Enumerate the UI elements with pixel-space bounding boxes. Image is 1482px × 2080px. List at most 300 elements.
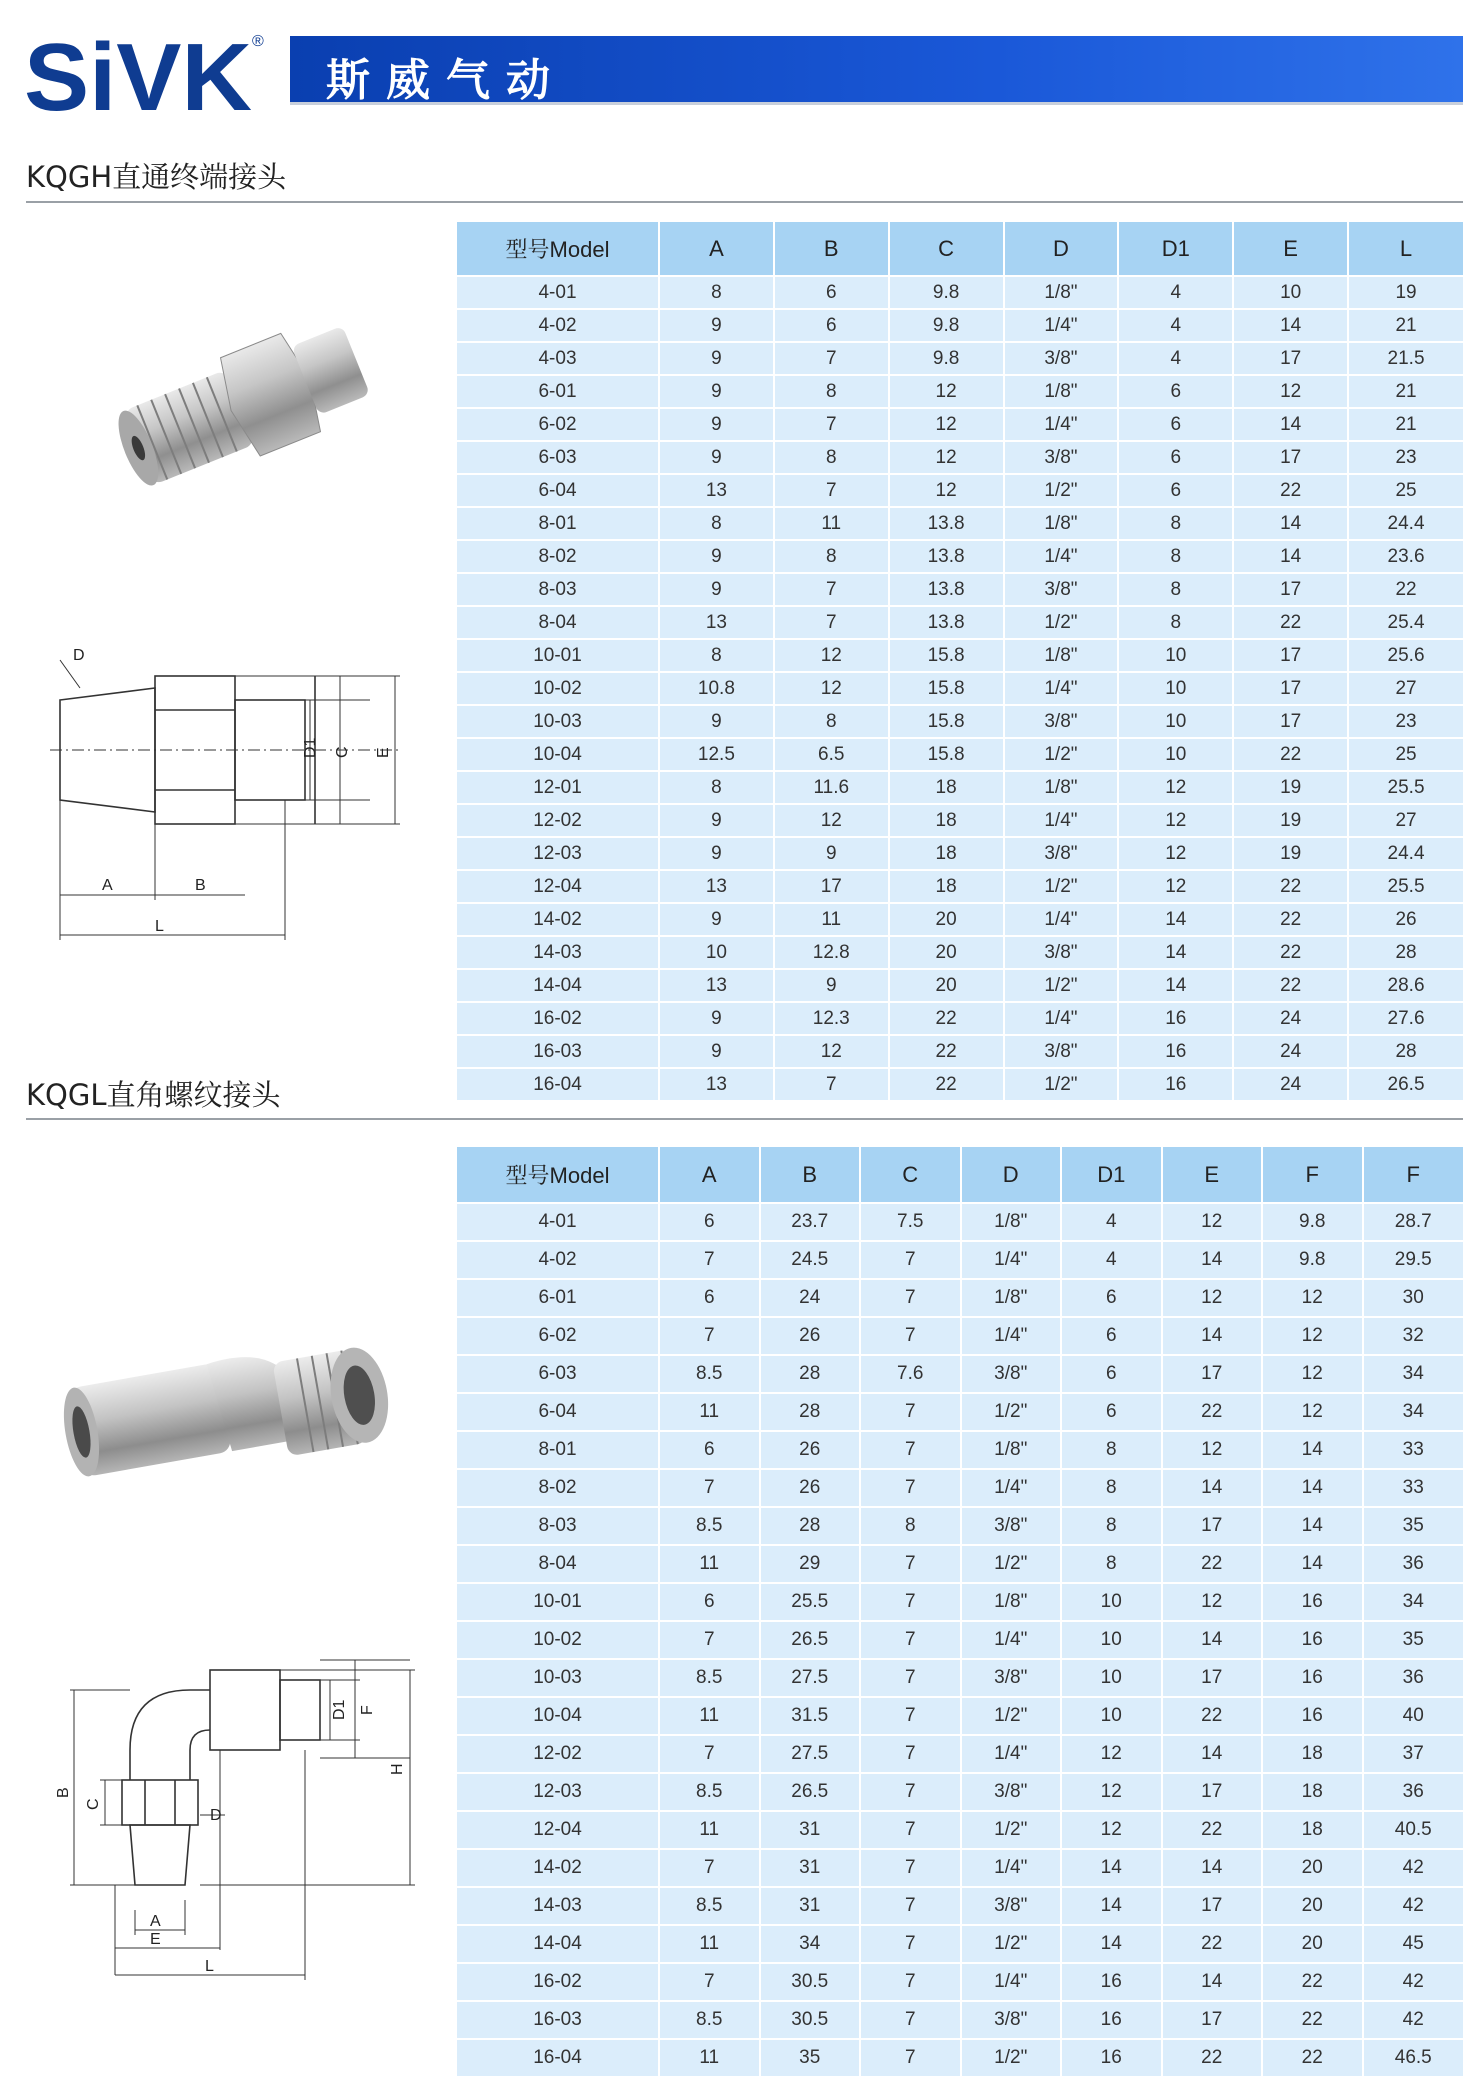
value-cell: 7 [860,1431,961,1469]
value-cell: 24 [1233,1035,1348,1068]
value-cell: 1/4" [1004,1002,1119,1035]
label-l: L [155,918,164,935]
value-cell: 12 [1162,1279,1263,1317]
table-row [457,2039,1463,2076]
value-cell: 17 [1233,672,1348,705]
value-cell: 46.5 [1363,2039,1464,2076]
model-cell: 6-01 [457,1279,659,1317]
table-row [457,870,1463,903]
value-cell: 3/8" [961,1773,1062,1811]
value-cell: 12 [1118,870,1233,903]
value-cell: 22 [1162,1545,1263,1583]
value-cell: 30.5 [760,2001,861,2039]
value-cell: 9.8 [889,342,1004,375]
value-cell: 6 [774,276,889,309]
value-cell: 14 [1162,1621,1263,1659]
model-cell: 8-04 [457,1545,659,1583]
model-cell: 14-04 [457,969,659,1002]
value-cell: 28 [1348,1035,1463,1068]
table-row [457,969,1463,1002]
header-banner [290,36,1463,105]
table-header-row [457,1147,1463,1203]
value-cell: 22 [1262,2001,1363,2039]
model-cell: 4-01 [457,1203,659,1241]
model-cell: 8-01 [457,1431,659,1469]
value-cell: 8 [1061,1431,1162,1469]
table-row [457,1849,1463,1887]
value-cell: 20 [889,969,1004,1002]
value-cell: 12 [774,1035,889,1068]
table-row [457,1002,1463,1035]
value-cell: 11 [774,903,889,936]
value-cell: 24.4 [1348,837,1463,870]
value-cell: 6 [1061,1355,1162,1393]
value-cell: 1/8" [1004,771,1119,804]
model-cell: 12-04 [457,1811,659,1849]
model-cell: 14-03 [457,936,659,969]
value-cell: 7 [860,1317,961,1355]
model-cell: 8-03 [457,1507,659,1545]
value-cell: 17 [774,870,889,903]
value-cell: 3/8" [961,2001,1062,2039]
table-row [457,738,1463,771]
value-cell: 7 [659,1469,760,1507]
value-cell: 1/8" [1004,276,1119,309]
value-cell: 1/8" [1004,639,1119,672]
section1-divider [26,201,1463,203]
logo-text: SiVK [24,26,252,126]
value-cell: 18 [889,837,1004,870]
banner-title: 斯威气动 [326,55,566,106]
value-cell: 6.5 [774,738,889,771]
model-cell: 10-03 [457,705,659,738]
table-header-row [457,222,1463,276]
value-cell: 9 [659,441,774,474]
value-cell: 11 [659,2039,760,2076]
value-cell: 6 [659,1583,760,1621]
value-cell: 1/4" [1004,540,1119,573]
value-cell: 11 [659,1925,760,1963]
value-cell: 21.5 [1348,342,1463,375]
column-header: 型号Model [457,222,659,276]
kqgh-spec-table [457,222,1463,1100]
value-cell: 1/4" [961,1849,1062,1887]
value-cell: 31.5 [760,1697,861,1735]
value-cell: 18 [1262,1735,1363,1773]
value-cell: 3/8" [1004,936,1119,969]
value-cell: 26 [1348,903,1463,936]
value-cell: 6 [659,1431,760,1469]
value-cell: 7 [774,474,889,507]
column-header: L [1348,222,1463,276]
value-cell: 6 [1061,1393,1162,1431]
table-body [457,1203,1463,2076]
value-cell: 28 [1348,936,1463,969]
value-cell: 15.8 [889,639,1004,672]
value-cell: 18 [889,804,1004,837]
value-cell: 29 [760,1545,861,1583]
value-cell: 7 [860,2001,961,2039]
value-cell: 14 [1162,1963,1263,2001]
value-cell: 12 [1061,1773,1162,1811]
value-cell: 15.8 [889,738,1004,771]
value-cell: 1/2" [1004,606,1119,639]
table-row [457,441,1463,474]
value-cell: 10 [1118,639,1233,672]
value-cell: 7 [774,408,889,441]
value-cell: 7 [860,2039,961,2076]
table-row [457,2001,1463,2039]
model-cell: 6-02 [457,1317,659,1355]
column-header: D1 [1118,222,1233,276]
value-cell: 12 [889,474,1004,507]
model-cell: 10-02 [457,1621,659,1659]
value-cell: 22 [1262,2039,1363,2076]
value-cell: 35 [760,2039,861,2076]
value-cell: 7 [860,1241,961,1279]
value-cell: 28 [760,1507,861,1545]
value-cell: 16 [1061,1963,1162,2001]
value-cell: 7 [860,1925,961,1963]
value-cell: 7 [774,606,889,639]
value-cell: 9 [659,342,774,375]
model-cell: 16-02 [457,1002,659,1035]
value-cell: 17 [1233,573,1348,606]
table-row [457,342,1463,375]
value-cell: 14 [1061,1887,1162,1925]
value-cell: 8 [1118,507,1233,540]
model-cell: 10-03 [457,1659,659,1697]
value-cell: 27.6 [1348,1002,1463,1035]
model-cell: 12-01 [457,771,659,804]
table-row [457,1621,1463,1659]
value-cell: 12 [889,441,1004,474]
value-cell: 14 [1162,1317,1263,1355]
value-cell: 7 [860,1735,961,1773]
value-cell: 12 [1162,1203,1263,1241]
value-cell: 14 [1162,1849,1263,1887]
model-cell: 10-04 [457,1697,659,1735]
value-cell: 14 [1262,1545,1363,1583]
column-header: D [1004,222,1119,276]
table-row [457,1659,1463,1697]
model-cell: 8-03 [457,573,659,606]
sivk-logo [24,26,276,126]
value-cell: 1/4" [1004,903,1119,936]
label-c: C [85,1798,102,1810]
value-cell: 21 [1348,309,1463,342]
value-cell: 7 [860,1963,961,2001]
value-cell: 8 [659,507,774,540]
table-row [457,1963,1463,2001]
column-header: D [961,1147,1062,1203]
label-d1: D1 [331,1699,348,1720]
value-cell: 3/8" [961,1355,1062,1393]
value-cell: 9 [659,705,774,738]
value-cell: 17 [1162,2001,1263,2039]
value-cell: 9 [659,804,774,837]
value-cell: 1/2" [961,1925,1062,1963]
value-cell: 17 [1233,441,1348,474]
value-cell: 9 [659,573,774,606]
value-cell: 7 [774,1068,889,1100]
value-cell: 22 [1233,870,1348,903]
model-cell: 14-03 [457,1887,659,1925]
model-cell: 4-02 [457,309,659,342]
value-cell: 17 [1233,342,1348,375]
value-cell: 6 [659,1279,760,1317]
value-cell: 16 [1061,2001,1162,2039]
value-cell: 13.8 [889,507,1004,540]
value-cell: 28.7 [1363,1203,1464,1241]
kqgl-spec-table [457,1147,1463,2076]
model-cell: 16-03 [457,1035,659,1068]
value-cell: 7 [659,1849,760,1887]
value-cell: 14 [1118,969,1233,1002]
value-cell: 1/2" [1004,474,1119,507]
value-cell: 12.3 [774,1002,889,1035]
table-row [457,276,1463,309]
value-cell: 9.8 [889,309,1004,342]
value-cell: 14 [1118,936,1233,969]
value-cell: 12 [1233,375,1348,408]
table-row [457,1317,1463,1355]
value-cell: 1/2" [961,1545,1062,1583]
model-cell: 8-02 [457,540,659,573]
value-cell: 16 [1262,1697,1363,1735]
label-a: A [102,877,113,894]
value-cell: 20 [889,903,1004,936]
value-cell: 42 [1363,2001,1464,2039]
value-cell: 42 [1363,1849,1464,1887]
value-cell: 27 [1348,672,1463,705]
value-cell: 1/4" [961,1241,1062,1279]
value-cell: 12 [1118,837,1233,870]
value-cell: 8 [1118,540,1233,573]
model-cell: 4-01 [457,276,659,309]
value-cell: 9 [659,1035,774,1068]
value-cell: 11 [774,507,889,540]
label-l: L [205,1958,214,1975]
label-e: E [375,747,392,758]
value-cell: 4 [1061,1203,1162,1241]
table-row [457,606,1463,639]
label-d: D [73,647,85,664]
table-row [457,1507,1463,1545]
value-cell: 27.5 [760,1735,861,1773]
value-cell: 8 [774,375,889,408]
value-cell: 8 [774,705,889,738]
column-header: C [860,1147,961,1203]
value-cell: 18 [1262,1811,1363,1849]
value-cell: 3/8" [1004,837,1119,870]
value-cell: 12 [889,375,1004,408]
column-header: C [889,222,1004,276]
value-cell: 11 [659,1697,760,1735]
value-cell: 14 [1162,1469,1263,1507]
value-cell: 1/8" [961,1583,1062,1621]
value-cell: 31 [760,1811,861,1849]
table-row [457,1431,1463,1469]
value-cell: 18 [889,771,1004,804]
value-cell: 11 [659,1811,760,1849]
table-row [457,705,1463,738]
value-cell: 9 [659,1002,774,1035]
value-cell: 36 [1363,1773,1464,1811]
model-cell: 10-02 [457,672,659,705]
table-row [457,540,1463,573]
value-cell: 8 [774,441,889,474]
value-cell: 22 [1233,738,1348,771]
kqgh-product-photo [90,310,400,500]
value-cell: 7.6 [860,1355,961,1393]
value-cell: 6 [1061,1279,1162,1317]
model-cell: 14-02 [457,903,659,936]
value-cell: 6 [774,309,889,342]
label-e: E [150,1931,161,1948]
model-cell: 10-01 [457,1583,659,1621]
kqgl-product-photo [55,1320,415,1500]
table-row [457,1735,1463,1773]
value-cell: 1/2" [1004,1068,1119,1100]
value-cell: 27 [1348,804,1463,837]
value-cell: 33 [1363,1431,1464,1469]
value-cell: 13 [659,1068,774,1100]
value-cell: 9 [774,837,889,870]
registered-mark: ® [252,33,264,50]
value-cell: 42 [1363,1887,1464,1925]
value-cell: 13.8 [889,573,1004,606]
value-cell: 22 [1233,606,1348,639]
value-cell: 40.5 [1363,1811,1464,1849]
value-cell: 36 [1363,1659,1464,1697]
value-cell: 14 [1233,408,1348,441]
label-h: H [389,1763,406,1775]
table-row [457,375,1463,408]
value-cell: 13 [659,870,774,903]
table-row [457,771,1463,804]
value-cell: 20 [1262,1849,1363,1887]
value-cell: 7 [860,1583,961,1621]
value-cell: 25 [1348,738,1463,771]
value-cell: 4 [1118,342,1233,375]
value-cell: 7 [860,1469,961,1507]
model-cell: 8-02 [457,1469,659,1507]
value-cell: 12 [774,639,889,672]
value-cell: 30 [1363,1279,1464,1317]
model-cell: 10-01 [457,639,659,672]
value-cell: 7 [860,1659,961,1697]
value-cell: 8 [659,771,774,804]
value-cell: 34 [1363,1393,1464,1431]
value-cell: 10 [1118,738,1233,771]
column-header: A [659,222,774,276]
column-header: F [1262,1147,1363,1203]
value-cell: 8.5 [659,1659,760,1697]
table-row [457,903,1463,936]
value-cell: 8 [1118,573,1233,606]
value-cell: 8 [659,639,774,672]
value-cell: 12 [774,672,889,705]
value-cell: 1/2" [961,2039,1062,2076]
value-cell: 37 [1363,1735,1464,1773]
value-cell: 13.8 [889,540,1004,573]
model-cell: 12-02 [457,804,659,837]
value-cell: 22 [1233,969,1348,1002]
table-row [457,507,1463,540]
value-cell: 9.8 [889,276,1004,309]
value-cell: 6 [1118,408,1233,441]
value-cell: 1/4" [1004,309,1119,342]
value-cell: 1/2" [1004,969,1119,1002]
table-row [457,1925,1463,1963]
value-cell: 16 [1262,1659,1363,1697]
label-c: C [334,746,351,758]
value-cell: 1/2" [1004,738,1119,771]
value-cell: 33 [1363,1469,1464,1507]
model-cell: 10-04 [457,738,659,771]
table-row [457,1811,1463,1849]
value-cell: 1/2" [961,1697,1062,1735]
value-cell: 8.5 [659,1773,760,1811]
table-row [457,1469,1463,1507]
value-cell: 10 [1233,276,1348,309]
model-cell: 6-03 [457,441,659,474]
value-cell: 10 [1061,1583,1162,1621]
value-cell: 17 [1162,1659,1263,1697]
value-cell: 17 [1162,1887,1263,1925]
value-cell: 9 [659,375,774,408]
model-cell: 12-04 [457,870,659,903]
table-row [457,1035,1463,1068]
model-cell: 14-04 [457,1925,659,1963]
table-row [457,474,1463,507]
value-cell: 9 [659,540,774,573]
value-cell: 10 [1118,672,1233,705]
value-cell: 12 [1061,1735,1162,1773]
value-cell: 7 [860,1621,961,1659]
table-row [457,1697,1463,1735]
value-cell: 25.4 [1348,606,1463,639]
value-cell: 9.8 [1262,1203,1363,1241]
value-cell: 4 [1118,276,1233,309]
value-cell: 1/2" [961,1811,1062,1849]
value-cell: 24 [1233,1068,1348,1100]
kqgl-dimension-drawing [50,1630,430,1990]
value-cell: 27.5 [760,1659,861,1697]
value-cell: 1/2" [1004,870,1119,903]
label-a: A [150,1913,161,1930]
value-cell: 9.8 [1262,1241,1363,1279]
value-cell: 8 [774,540,889,573]
value-cell: 7 [860,1279,961,1317]
model-cell: 16-03 [457,2001,659,2039]
model-cell: 12-03 [457,837,659,870]
value-cell: 9 [659,837,774,870]
value-cell: 16 [1118,1002,1233,1035]
table-row [457,837,1463,870]
value-cell: 11 [659,1545,760,1583]
value-cell: 9 [659,309,774,342]
value-cell: 3/8" [1004,441,1119,474]
value-cell: 3/8" [1004,705,1119,738]
value-cell: 1/4" [961,1735,1062,1773]
value-cell: 8 [1118,606,1233,639]
value-cell: 11.6 [774,771,889,804]
model-cell: 8-04 [457,606,659,639]
label-d: D [210,1807,222,1824]
value-cell: 24 [760,1279,861,1317]
